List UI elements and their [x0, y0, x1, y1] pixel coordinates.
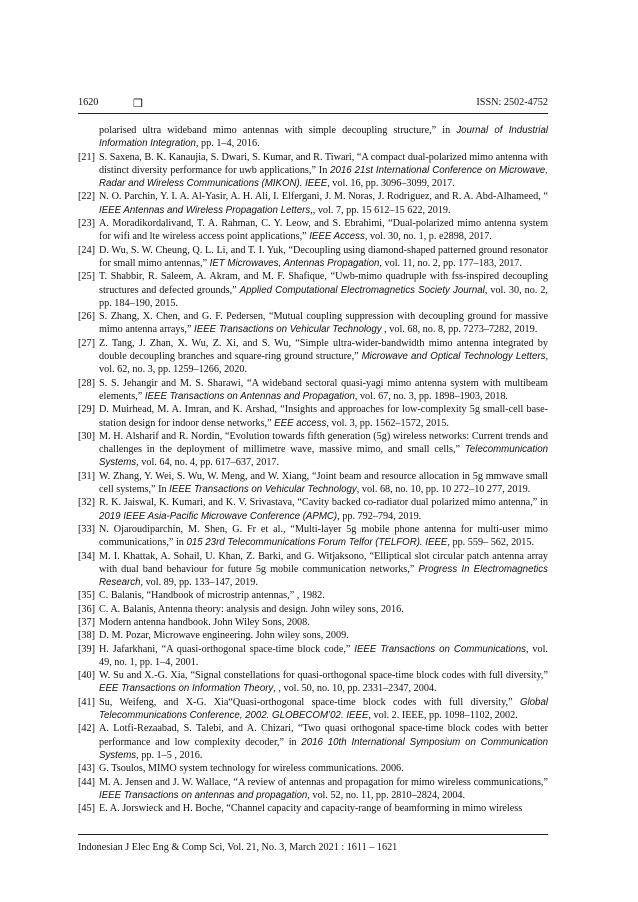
reference-number: [43]: [78, 763, 95, 775]
reference-item: [78, 217, 548, 244]
reference-number: [34]: [78, 550, 95, 562]
reference-item: [78, 403, 548, 430]
reference-text: , vol. 49, no. 1, pp. 1–4, 2001.: [99, 643, 548, 668]
reference-text: , vol. 11, no. 2, pp. 177–183, 2017.: [379, 257, 522, 269]
reference-item: [78, 696, 548, 723]
reference-venue: IEEE Access: [309, 231, 365, 243]
reference-venue: Journal of Industrial Information Integration: [99, 125, 548, 150]
reference-number: [37]: [78, 616, 95, 628]
reference-text: H. Jafarkhani, “A quasi-orthogonal space-time block code,”: [99, 643, 355, 655]
reference-venue: IEEE Transactions on Antennas and Propagation: [144, 390, 355, 402]
reference-item: [78, 589, 548, 602]
reference-number: [22]: [78, 191, 95, 203]
reference-venue: EEE access: [274, 417, 327, 429]
reference-text: W. Zhang, Y. Wei, S. Wu, W. Meng, and W. Xiang, “Joint beam and resource allocation in 5g mmwave small cell systems,” In: [99, 470, 548, 496]
reference-venue: Microwave and Optical Technology Letters: [361, 351, 546, 363]
reference-text: , vol. 2. IEEE, pp. 1098–1102, 2002.: [368, 710, 518, 722]
reference-text: A. Lotfi-Rezaabad, S. Talebi, and A. Chizari, “Two quasi orthogonal space-time block codes with better performance and low complexity decoder,” in: [99, 723, 548, 748]
reference-text: N. O. Parchin, Y. I. A. Al-Yasir, A. H. Ali, I. Elfergani, J. M. Noras, J. Rodriguez, and R. A. Abd-Alhameed, “: [99, 191, 548, 203]
reference-venue: 2016 10th International Symposium on Communication Systems: [99, 736, 548, 761]
reference-text: , vol. 62, no. 3, pp. 1259–1266, 2020.: [99, 351, 548, 376]
reference-number: [31]: [78, 470, 95, 482]
reference-venue: Applied Computational Electromagnetics Society Journal: [239, 284, 485, 296]
reference-text: C. A. Balanis, Antenna theory: analysis and design. John wiley sons, 2016.: [99, 603, 404, 615]
reference-number: [23]: [78, 218, 95, 230]
reference-text: A. Moradikordalivand, T. A. Rahman, C. Y. Leow, and S. Ebrahimi, “Dual-polarized mimo antenna system for wifi and lte wireless access point applications,”: [99, 218, 548, 243]
reference-item: [78, 762, 548, 775]
reference-item: [78, 603, 548, 616]
box-icon: ❒: [133, 98, 143, 110]
reference-text: S. Saxena, B. K. Kanaujia, S. Dwari, S. Kumar, and R. Tiwari, “A compact dual-polarized mimo antenna with distinct diversity performance for uwb applications,” In: [99, 151, 548, 176]
reference-venue: Telecommunication Systems: [99, 444, 548, 469]
footer-rule: [78, 834, 548, 835]
reference-text: , vol. 52, no. 11, pp. 2810–2824, 2004.: [307, 789, 466, 801]
reference-number: [21]: [78, 151, 95, 163]
reference-item: [78, 124, 548, 151]
reference-item: [78, 470, 548, 497]
reference-item: [78, 629, 548, 642]
reference-venue: 2019 IEEE Asia-Pacific Microwave Conference (APMC): [99, 510, 338, 522]
reference-text: , pp. 1–4, 2016.: [195, 138, 260, 150]
reference-number: [27]: [78, 337, 95, 349]
running-footer: Indonesian J Elec Eng & Comp Sci, Vol. 21, No. 3, March 2021 : 1611 – 1621: [78, 842, 398, 853]
reference-item: [78, 802, 548, 815]
reference-item: [78, 151, 548, 191]
page-number: 1620: [78, 97, 99, 108]
reference-text: , vol. 64, no. 4, pp. 617–637, 2017.: [136, 457, 280, 469]
reference-item: [78, 496, 548, 523]
reference-text: N. Ojaroudiparchin, M. Shen, G. Fr et al., “Multi-layer 5g mobile phone antenna for multi-user mimo communications,” in: [99, 523, 548, 549]
reference-text: W. Su and X.-G. Xia, “Signal constellations for quasi-orthogonal space-time block codes with full diversity,”: [99, 670, 548, 682]
reference-text: D. Muirhead, M. A. Imran, and K. Arshad, “Insights and approaches for low-complexity 5g small-cell base-station design for indoor dense networks,”: [99, 404, 548, 429]
reference-number: [41]: [78, 696, 95, 708]
reference-text: M. A. Jensen and J. W. Wallace, “A review of antennas and propagation for mimo wireless communications,”: [99, 776, 548, 788]
reference-number: [38]: [78, 630, 95, 642]
reference-text: ,, vol. 7, pp. 15 612–15 622, 2019.: [310, 204, 451, 216]
reference-item: [78, 337, 548, 377]
reference-venue: IEEE Transactions on Vehicular Technology: [169, 484, 357, 496]
reference-list: [78, 124, 548, 815]
reference-venue: Progress In Electromagnetics Research: [99, 563, 548, 589]
reference-number: [28]: [78, 377, 95, 389]
reference-text: G. Tsoulos, MIMO system technology for wireless communications. 2006.: [99, 763, 404, 775]
reference-number: [36]: [78, 603, 95, 615]
reference-text: Modern antenna handbook. John Wiley Sons, 2008.: [99, 616, 310, 628]
reference-venue: IET Microwaves, Antennas Propagation: [209, 257, 380, 269]
reference-item: [78, 270, 548, 310]
reference-text: , vol. 16, pp. 3096–3099, 2017.: [327, 178, 455, 190]
reference-item: [78, 310, 548, 337]
header-rule: [78, 113, 548, 114]
reference-text: , vol. 30, no. 2, pp. 184–190, 2015.: [99, 284, 548, 309]
reference-item: [78, 722, 548, 762]
reference-venue: 2016 21st International Conference on Microwave, Radar and Wireless Communications (MIKON). IEEE: [99, 164, 548, 190]
reference-text: E. A. Jorswieck and H. Boche, “Channel capacity and capacity-range of beamforming in mimo wireless: [99, 803, 523, 815]
reference-venue: 015 23rd Telecommunications Forum Telfor (TELFOR). IEEE: [186, 537, 448, 549]
reference-text: M. H. Alsharif and R. Nordin, “Evolution towards fifth generation (5g) wireless networks: Current trends and challenges in the deployment of millimetre wave, massive mimo, and small cells,”: [99, 430, 548, 456]
reference-text: Z. Tang, J. Zhan, X. Wu, Z. Xi, and S. Wu, “Simple ultra-wider-bandwidth mimo antenna integrated by double decoupling branches and square-ring ground structure,”: [99, 337, 548, 363]
reference-item: [78, 190, 548, 217]
reference-text: , pp. 792–794, 2019.: [337, 510, 422, 522]
reference-item: [78, 616, 548, 629]
running-header: [78, 97, 548, 113]
reference-number: [29]: [78, 404, 95, 416]
reference-item: [78, 430, 548, 470]
reference-text: , pp. 559– 562, 2015.: [447, 537, 534, 549]
reference-text: , vol. 68, no. 8, pp. 7273–7282, 2019.: [381, 324, 538, 336]
reference-text: S. Zhang, X. Chen, and G. F. Pedersen, “Mutual coupling suppression with decoupling ground for massive mimo antenna arrays,”: [99, 311, 548, 336]
reference-text: S. S. Jehangir and M. S. Sharawi, “A wideband sectoral quasi-yagi mimo antenna system with multibeam elements,”: [99, 377, 548, 402]
reference-text: polarised ultra wideband mimo antennas with simple decoupling structure,” in: [99, 125, 457, 136]
reference-number: [25]: [78, 271, 95, 283]
reference-text: , vol. 67, no. 3, pp. 1898–1903, 2018.: [354, 390, 508, 402]
reference-number: [32]: [78, 497, 95, 509]
reference-number: [26]: [78, 311, 95, 323]
reference-number: [42]: [78, 723, 95, 735]
reference-item: [78, 377, 548, 404]
reference-item: [78, 776, 548, 803]
reference-number: [35]: [78, 590, 95, 602]
reference-text: , vol. 68, no. 10, pp. 10 272–10 277, 2019.: [356, 484, 531, 496]
reference-venue: IEEE Transactions on Communications: [354, 643, 527, 655]
reference-item: [78, 669, 548, 696]
reference-text: Su, Weifeng, and X-G. Xia“Quasi-orthogonal space-time block codes with full diversity,”: [99, 696, 520, 708]
reference-text: D. Wu, S. W. Cheung, Q. L. Li, and T. I. Yuk, “Decoupling using diamond-shaped patterned ground resonator for small mimo antennas,”: [99, 244, 548, 269]
reference-number: [30]: [78, 430, 95, 442]
reference-number: [24]: [78, 244, 95, 256]
reference-text: R. K. Jaiswal, K. Kumari, and K. V. Srivastava, “Cavity backed co-radiator dual polarized mimo antenna,” in: [99, 497, 548, 509]
reference-text: , pp. 1–5 , 2016.: [136, 749, 203, 761]
reference-text: , vol. 89, pp. 133–147, 2019.: [140, 577, 258, 589]
reference-number: [33]: [78, 523, 95, 535]
reference-venue: IEEE Transactions on Vehicular Technology: [194, 324, 382, 336]
reference-number: [44]: [78, 776, 95, 788]
reference-venue: IEEE Transactions on antennas and propagation: [99, 789, 308, 801]
reference-text: , vol. 3, pp. 1562–1572, 2015.: [326, 417, 449, 429]
reference-item: [78, 643, 548, 670]
reference-number: [45]: [78, 803, 95, 815]
reference-text: D. M. Pozar, Microwave engineering. John wiley sons, 2009.: [99, 630, 349, 642]
reference-number: [40]: [78, 670, 95, 682]
issn: ISSN: 2502-4752: [476, 97, 548, 108]
reference-venue: IEEE Antennas and Wireless Propagation Letters: [99, 204, 311, 216]
reference-text: M. I. Khattak, A. Sohail, U. Khan, Z. Barki, and G. Witjaksono, “Elliptical slot circular patch antenna array with dual band behaviour for future 5g mobile communication networks,”: [99, 550, 548, 575]
reference-item: [78, 550, 548, 590]
reference-text: , vol. 30, no. 1, p. e2898, 2017.: [364, 231, 492, 243]
reference-item: [78, 244, 548, 271]
reference-item: [78, 523, 548, 550]
reference-venue: Global Telecommunications Conference, 2002. GLOBECOM’02. IEEE: [99, 696, 548, 722]
reference-text: C. Balanis, “Handbook of microstrip antennas,” , 1982.: [99, 590, 325, 602]
reference-text: , , vol. 50, no. 10, pp. 2331–2347, 2004.: [273, 683, 437, 695]
reference-venue: EEE Transactions on Information Theory: [99, 683, 274, 695]
reference-text: T. Shabbir, R. Saleem, A. Akram, and M. F. Shafique, “Uwb-mimo quadruple with fss-inspired decoupling structures and defected grounds,”: [99, 271, 548, 296]
reference-number: [39]: [78, 643, 95, 655]
